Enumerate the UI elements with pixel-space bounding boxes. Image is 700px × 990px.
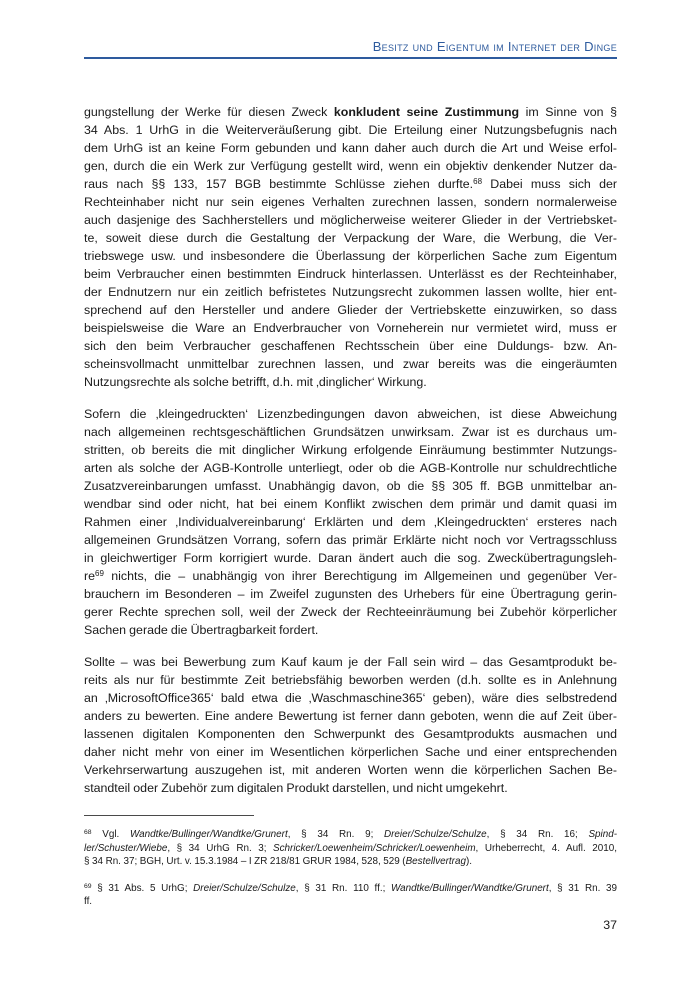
text-run: konkludent seine Zustimmung — [333, 105, 520, 119]
text-line — [84, 247, 617, 265]
paragraph — [84, 653, 617, 797]
text-line — [84, 855, 617, 869]
footnote-ref: 69 — [84, 882, 92, 890]
text-line — [84, 842, 617, 856]
text-run: gungstellung der Werke für diesen Zweck — [84, 105, 334, 119]
running-header: Besitz und Eigentum im Internet der Dinge — [372, 39, 617, 54]
text-run: , § 31 Rn. 39 — [548, 882, 618, 894]
text-run: re — [84, 569, 96, 583]
text-run: daher nicht mehr von einer im Wesentlichen körperlichen Sache und einer entsprechenden — [84, 745, 617, 759]
footnotes — [84, 828, 617, 922]
paragraph — [84, 103, 617, 391]
text-run: , § 34 Rn. 16; — [486, 829, 589, 840]
text-run: Spind- — [588, 829, 617, 840]
text-run: auch dasjenige des Sachherstellers und möglicherweise weiterer Glieder in der Vertriebsket- — [84, 213, 617, 227]
text-run: ff. — [84, 896, 93, 907]
text-line — [84, 175, 617, 193]
text-line — [84, 513, 617, 531]
text-line — [84, 103, 617, 121]
text-run: § 34 Rn. 37; BGH, Urt. v. 15.3.1984 – I ZR 218/81 GRUR 1984, 528, 529 ( — [84, 856, 406, 867]
text-run: nach allgemeinen rechtsgeschäftlichen Grundsätzen unwirksam. Zwar ist es durchaus um- — [84, 425, 617, 439]
text-line — [84, 459, 617, 477]
text-line — [84, 585, 617, 603]
text-line — [84, 373, 617, 391]
text-run: Nutzungsrechte als solche betrifft, d.h. mit ‚dinglicher‘ Wirkung. — [84, 375, 427, 389]
text-run: gen, durch die ein Werk zur Verfügung gestellt wird, wenn ein objektiv denkender Nutzer da- — [84, 159, 617, 173]
footnote-ref: 68 — [84, 829, 92, 836]
text-line — [84, 531, 617, 549]
text-line — [84, 621, 617, 639]
text-line — [84, 653, 617, 671]
text-run: , § 34 UrhG Rn. 3; — [167, 842, 274, 854]
text-run: stritten, ob bereits die mit dinglicher Wirkung erfolgende Einräumung bestimmter Nutzungs- — [84, 443, 617, 457]
text-line — [84, 157, 617, 175]
text-line — [84, 882, 617, 896]
text-run: im Sinne von § — [519, 105, 617, 119]
text-run: nichts, die – unabhängig von ihrer Berechtigung im Allgemeinen und gegenüber Ver- — [103, 569, 617, 583]
text-run: reits als nur für bestimmte Zeit betriebsfähig beworben werden (d.h. sollte es in Anlehnung — [84, 673, 617, 687]
text-line — [84, 405, 617, 423]
text-line — [84, 211, 617, 229]
text-run: Sollte – was bei Bewerbung zum Kauf kaum je der Fall sein wird – das Gesamtprodukt be- — [84, 655, 617, 669]
text-run: triebswege usw. und insbesondere die Überlassung der körperlichen Sache zum Eigentum — [84, 249, 617, 263]
text-run: anders zu bewerten. Eine andere Bewertung ist ferner dann geboten, wenn die auf Zeit über- — [84, 709, 617, 723]
text-line — [84, 423, 617, 441]
text-line — [84, 265, 617, 283]
text-line — [84, 707, 617, 725]
text-line — [84, 895, 617, 909]
text-line — [84, 549, 617, 567]
text-line — [84, 337, 617, 355]
text-line — [84, 301, 617, 319]
text-run: Dreier/Schulze/Schulze — [193, 882, 296, 894]
text-line — [84, 495, 617, 513]
page-number: 37 — [603, 918, 617, 932]
text-line — [84, 441, 617, 459]
text-run: dem UrhG ist an keine Form gebunden und kann daher auch durch die Art und Weise erfol- — [84, 141, 617, 155]
text-line — [84, 725, 617, 743]
text-line — [84, 319, 617, 337]
text-line — [84, 567, 617, 585]
text-run: Rahmen einer ‚Individualvereinbarung‘ Erklärten und dem ‚Kleingedruckten‘ ersteres nach — [84, 515, 617, 529]
text-run: lassenen digitalen Komponenten den Schwerpunkt des Gesamtprodukts ausmachen und — [84, 727, 617, 741]
footnote — [84, 882, 617, 909]
text-run: gerer Rechte sprechen soll, weil der Zweck der Rechteeinräumung bei Zubehör körperlicher — [84, 605, 617, 619]
text-line — [84, 283, 617, 301]
text-run: wendbar sind oder nicht, hat bei einem Konflikt zwischen dem primär und damit quasi im — [84, 497, 617, 511]
text-run: standteil oder Zubehör zum digitalen Produkt darstellen, und nicht umgekehrt. — [84, 781, 508, 795]
text-run: sich den beim Verbraucher geschaffenen Rechtsschein über eine Duldungs- bzw. An- — [84, 339, 617, 353]
text-run: Zusatzvereinbarungen umfasst. Unabhängig davon, ob die §§ 305 ff. BGB unmittelbar an- — [84, 479, 617, 493]
text-run: Verkehrserwartung auszugehen ist, mit anderen Worten wenn die körperlichen Sachen Be- — [84, 763, 617, 777]
footnote-ref: 68 — [473, 177, 483, 186]
text-run: Dreier/Schulze/Schulze — [384, 829, 487, 840]
text-run: Wandtke/Bullinger/Wandtke/Grunert — [391, 882, 549, 894]
footnote — [84, 828, 617, 869]
text-run: Vgl. — [91, 829, 130, 840]
text-line — [84, 139, 617, 157]
text-run: sprechend auf den Hersteller und andere Glieder der Vertriebskette einzuwirken, so dass — [84, 303, 617, 317]
text-run: an ‚MicrosoftOffice365‘ bald etwa die ‚Waschmaschine365‘ geben), wäre dies selbstredend — [84, 691, 617, 705]
text-line — [84, 761, 617, 779]
text-run: brauchern im Besonderen – im Zweifel zugunsten des Urhebers für eine Übertragung gerin- — [84, 587, 617, 601]
text-run: Wandtke/Bullinger/Wandtke/Grunert — [129, 829, 288, 840]
text-run: 34 Abs. 1 UrhG in die Weiterveräußerung gibt. Die Erteilung einer Nutzungsbefugnis nach — [84, 123, 617, 137]
text-line — [84, 229, 617, 247]
text-run: Bestellvertrag — [405, 856, 466, 867]
footnote-ref: 69 — [95, 569, 104, 578]
text-run: , Urheberrecht, 4. Aufl. 2010, — [475, 842, 617, 854]
text-run: Rechteinhaber nicht nur sein eigenes Verhalten zurechnen lassen, sondern normalerweise — [84, 195, 617, 209]
text-line — [84, 779, 617, 797]
text-run: Dabei muss sich der — [482, 177, 617, 191]
text-run: arten als solche der AGB-Kontrolle unterliegt, oder ob die AGB-Kontrolle nur schuldrechtliche — [84, 461, 617, 475]
text-line — [84, 121, 617, 139]
text-line — [84, 689, 617, 707]
text-run: in gleichwertiger Form korrigiert wurde. Daran ändert auch die sog. Zweckübertragungsleh- — [84, 551, 617, 565]
text-run: Sachen gerade die Übertragbarkeit fordert. — [84, 623, 319, 637]
text-run: Schricker/Loewenheim/Schricker/Loewenheim — [273, 842, 476, 854]
text-line — [84, 603, 617, 621]
text-line — [84, 743, 617, 761]
text-run: scheinsvollmacht unmittelbar zurechnen lassen, und zwar bereits was die eingeräumten — [84, 357, 617, 371]
text-run: ). — [465, 856, 472, 867]
text-line — [84, 828, 617, 842]
text-run: allgemeinen Grundsätzen Vorrang, sofern das primär Erklärte nicht noch vor Vertragsschluss — [84, 533, 617, 547]
text-line — [84, 477, 617, 495]
text-run: raus nach §§ 133, 157 BGB bestimmte Schlüsse ziehen durfte. — [84, 177, 474, 191]
text-line — [84, 193, 617, 211]
paragraph — [84, 405, 617, 639]
footnote-separator — [84, 815, 254, 816]
text-run: Sofern die ‚kleingedruckten‘ Lizenzbedingungen davon abweichen, ist diese Abweichung — [84, 407, 617, 421]
body-text — [84, 103, 617, 811]
text-run: § 31 Abs. 5 UrhG; — [91, 882, 194, 894]
text-run: der Endnutzern nur ein zeitlich befristetes Nutzungsrecht zukommen lassen wollte, hier ent- — [84, 285, 617, 299]
text-line — [84, 671, 617, 689]
text-run: , § 34 Rn. 9; — [287, 829, 385, 840]
text-run: beispielsweise die Ware an Endverbraucher von Vorneherein nur vermietet wird, muss er — [84, 321, 617, 335]
text-run: ler/Schuster/Wiebe — [84, 842, 168, 854]
text-line — [84, 355, 617, 373]
text-run: , § 31 Rn. 110 ff.; — [295, 882, 391, 894]
header-rule — [84, 57, 617, 59]
text-run: beim Verbraucher einen bestimmten Eindruck hinterlassen. Unterlässt es der Rechteinhaber, — [84, 267, 617, 281]
text-run: te, soweit diese durch die Gestaltung der Verpackung der Ware, die Werbung, die Ver- — [84, 231, 617, 245]
